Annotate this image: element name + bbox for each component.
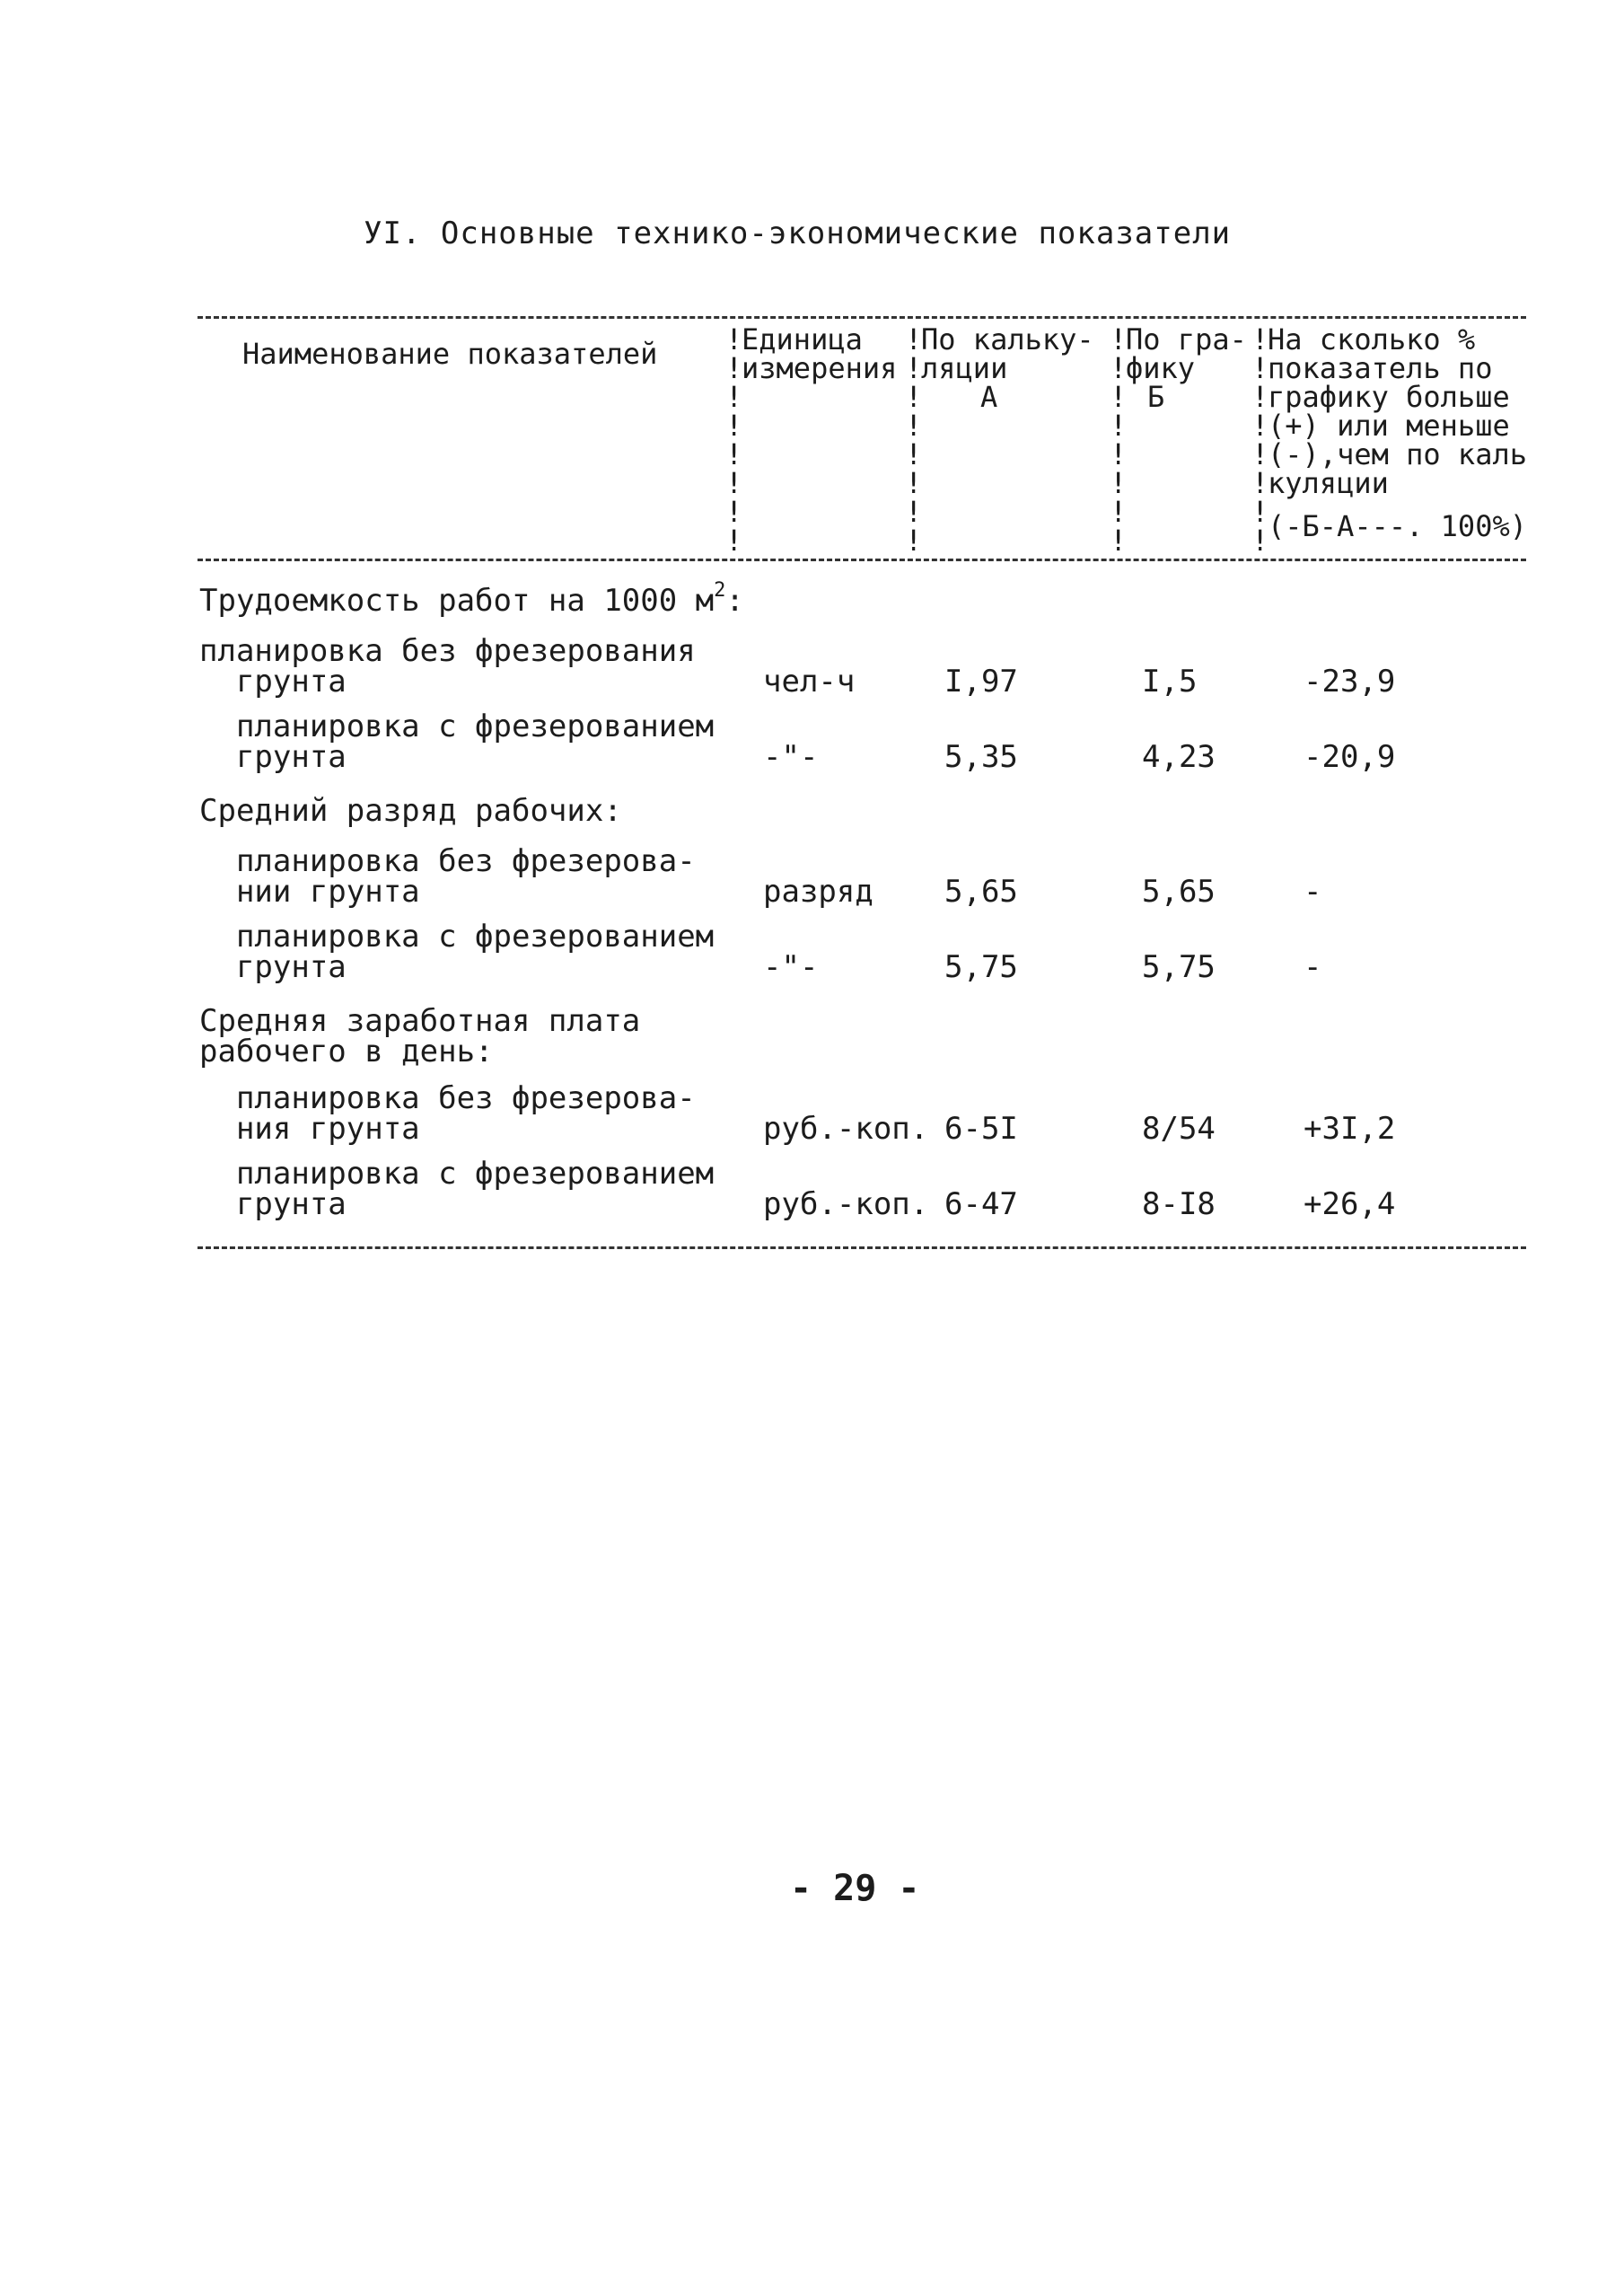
- page-number: - 29 -: [790, 1868, 920, 1909]
- header-graph-2: фику: [1126, 351, 1196, 385]
- row-value-b: 4,23: [1142, 739, 1216, 775]
- table-bottom-rule: [198, 1246, 1526, 1249]
- row-value-pct: -: [1304, 874, 1322, 910]
- header-pct-formula: (-Б-А---. 100%): [1268, 509, 1527, 543]
- header-separator-4: ! ! ! ! ! ! ! !: [1251, 322, 1269, 558]
- group-title-wage-line2: рабочего в день:: [199, 1034, 494, 1070]
- header-calc-2: ляции: [921, 351, 1008, 385]
- row-unit: -"-: [763, 949, 819, 985]
- row-value-a: I,97: [944, 664, 1018, 700]
- header-pct-1: На сколько %: [1268, 322, 1476, 357]
- row-name-line2: грунта: [199, 739, 347, 775]
- group-title-wage-line1: Средняя заработная плата: [199, 1003, 641, 1039]
- row-name-line2: ния грунта: [199, 1111, 420, 1147]
- row-value-pct: +26,4: [1304, 1186, 1396, 1222]
- row-value-a: 5,35: [944, 739, 1018, 775]
- table-top-rule: [198, 316, 1526, 319]
- header-calc-1: По кальку-: [921, 322, 1094, 357]
- row-name-line1: планировка без фрезерова-: [199, 1080, 696, 1116]
- row-value-b: 5,65: [1142, 874, 1216, 910]
- row-value-a: 6-47: [944, 1186, 1018, 1222]
- header-calc-3: А: [980, 380, 998, 414]
- header-separator-1: ! ! ! ! ! ! ! !: [725, 322, 743, 558]
- row-name-line1: планировка с фрезерованием: [199, 1156, 715, 1192]
- row-name-line1: планировка без фрезерования: [199, 633, 696, 669]
- header-pct-3: графику больше: [1268, 380, 1510, 414]
- row-name-line1: планировка без фрезерова-: [199, 843, 696, 879]
- header-separator-2: ! ! ! ! ! ! ! !: [905, 322, 923, 558]
- row-unit: руб.-коп.: [763, 1111, 929, 1147]
- header-separator-3: ! ! ! ! ! ! ! !: [1110, 322, 1128, 558]
- header-pct-6: куляции: [1268, 466, 1389, 500]
- row-value-a: 5,75: [944, 949, 1018, 985]
- row-value-pct: -: [1304, 949, 1322, 985]
- header-pct-4: (+) или меньше: [1268, 409, 1510, 443]
- section-title: УI. Основные технико-экономические показатели: [364, 216, 1232, 251]
- row-unit: разряд: [763, 874, 873, 910]
- row-unit: -"-: [763, 739, 819, 775]
- row-name-line2: грунта: [199, 949, 347, 985]
- row-name-line1: планировка с фрезерованием: [199, 709, 715, 744]
- row-unit: чел-ч: [763, 664, 856, 700]
- header-graph-3: Б: [1147, 380, 1165, 414]
- row-value-a: 6-5I: [944, 1111, 1018, 1147]
- row-name-line1: планировка с фрезерованием: [199, 919, 715, 955]
- row-value-b: 5,75: [1142, 949, 1216, 985]
- row-value-pct: +3I,2: [1304, 1111, 1396, 1147]
- header-pct-2: показатель по: [1268, 351, 1493, 385]
- header-pct-5: (-),чем по каль: [1268, 437, 1527, 471]
- row-value-b: I,5: [1142, 664, 1198, 700]
- row-name-line2: грунта: [199, 664, 347, 700]
- group-title-labor: Трудоемкость работ на 1000 $м^2$:: [199, 579, 744, 619]
- header-unit-1: Единица: [742, 322, 863, 357]
- row-value-b: 8-I8: [1142, 1186, 1216, 1222]
- header-unit-2: измерения: [742, 351, 898, 385]
- group-title-grade: Средний разряд рабочих:: [199, 793, 622, 829]
- header-bottom-rule: [198, 559, 1526, 561]
- header-name: Наименование показателей: [242, 337, 658, 371]
- header-graph-1: По гра-: [1126, 322, 1247, 357]
- row-unit: руб.-коп.: [763, 1186, 929, 1222]
- row-name-line2: нии грунта: [199, 874, 420, 910]
- row-value-b: 8/54: [1142, 1111, 1216, 1147]
- row-value-pct: -20,9: [1304, 739, 1396, 775]
- row-value-pct: -23,9: [1304, 664, 1396, 700]
- row-name-line2: грунта: [199, 1186, 347, 1222]
- row-value-a: 5,65: [944, 874, 1018, 910]
